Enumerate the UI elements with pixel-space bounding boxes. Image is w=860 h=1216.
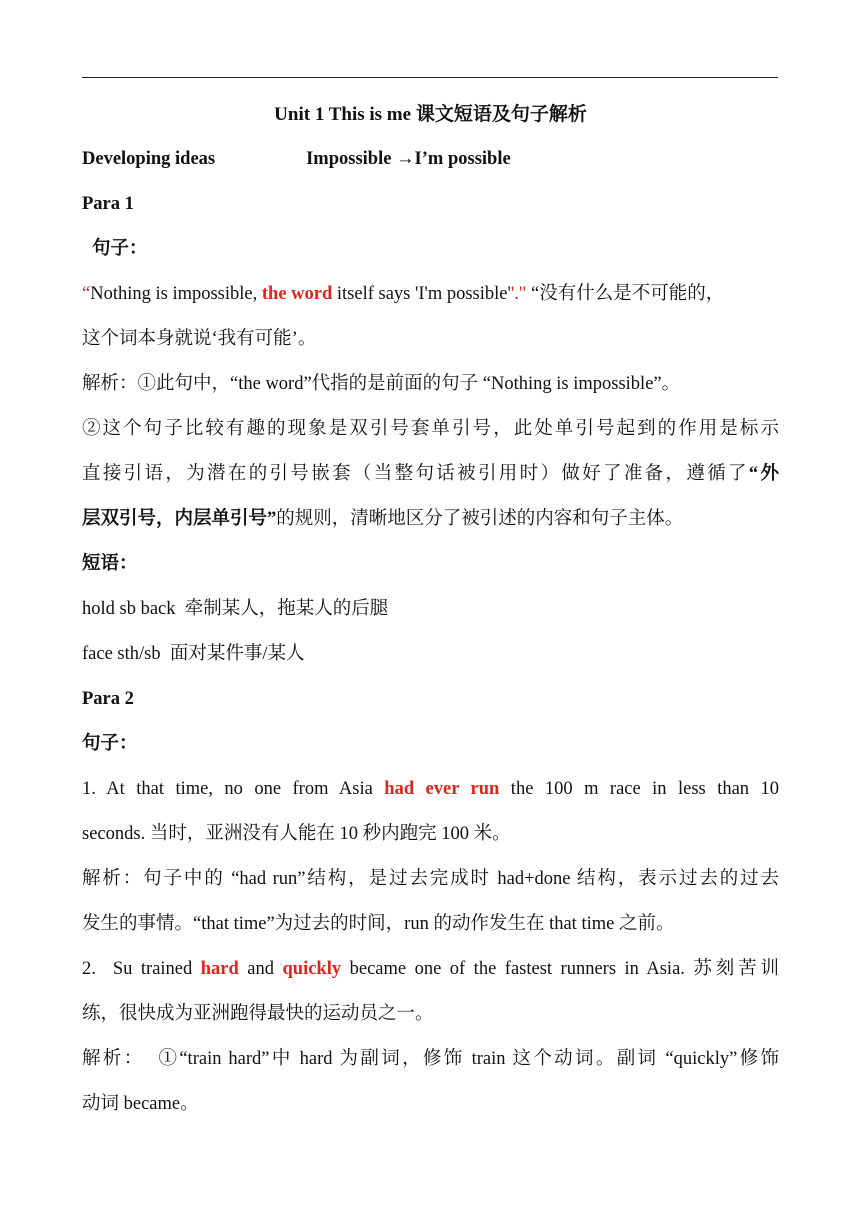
document-body	[82, 92, 779, 1127]
quote-open: “	[82, 284, 91, 304]
phrase-en: face sth/sb	[82, 644, 161, 664]
para2-sentence-1	[82, 767, 779, 812]
analysis-4-bold: 层双引号，内层单引号”	[82, 509, 277, 529]
highlight-the-word: the word	[261, 284, 333, 304]
para2-analysis-1: 解析：句子中的 “had run”结构，是过去完成时 had+done 结构，表示过去的过去	[82, 869, 779, 889]
para2-sentence-2-cont: 练，很快成为亚洲跑得最快的运动员之一。	[82, 1004, 434, 1024]
phrase-cn: 面对某件事/某人	[160, 644, 305, 664]
subheading-right: Impossible →I’m possible	[306, 149, 511, 169]
para2-sentence-2	[82, 947, 779, 992]
para2-analysis-2: 解析： ①“train hard”中 hard 为副词，修饰 train 这个动词。副词 “quickly”修饰	[82, 1049, 779, 1069]
sentence-pre: Nothing is impossible,	[90, 284, 262, 304]
phrase-item	[82, 632, 779, 677]
para2-analysis-2-cont: 动词 became。	[82, 1094, 199, 1114]
analysis-4-text: 的规则，清晰地区分了被引述的内容和句子主体。	[276, 509, 684, 529]
para1-sentence-translation: 这个词本身就说‘我有可能’。	[82, 329, 317, 349]
para1-analysis-1: 解析：①此句中，“the word”代指的是前面的句子 “Nothing is impossible”。	[82, 374, 681, 394]
analysis-3-text: 直接引语，为潜在的引号嵌套（当整句话被引用时）做好了准备，遵循了	[82, 464, 749, 484]
phrase-cn: 牵制某人，拖某人的后腿	[175, 599, 389, 619]
phrase-item	[82, 587, 779, 632]
para1-analysis-4	[82, 497, 779, 542]
para1-sentence	[82, 272, 779, 317]
para2-heading: Para 2	[82, 689, 134, 709]
highlight-quickly: quickly	[282, 959, 342, 979]
s2-b: and	[238, 959, 283, 979]
quote-close-a: '.	[510, 284, 519, 304]
para2-sentence-1-cont: seconds. 当时，亚洲没有人能在 10 秒内跑完 100 米。	[82, 824, 511, 844]
sentence-post: itself says 'I'm possible'	[332, 284, 511, 304]
quote-close-b: "	[518, 284, 527, 304]
page-title: Unit 1 This is me 课文短语及句子解析	[274, 104, 587, 125]
para1-phrases-label: 短语：	[82, 554, 138, 574]
s1-post: the 100 m race in less than 10	[499, 779, 779, 799]
s2-c: became one of the fastest runners in Asia. 苏刻苦训	[341, 959, 779, 979]
subheading-left: Developing ideas	[82, 149, 216, 169]
highlight-hard: hard	[200, 959, 239, 979]
header-rule	[82, 77, 778, 78]
para1-sentence-label: 句子：	[92, 239, 148, 259]
highlight-had-ever-run: had ever run	[384, 779, 500, 799]
sentence-translation-a: “没有什么是不可能的，	[526, 284, 725, 304]
phrase-en: hold sb back	[82, 599, 176, 619]
s1-pre: 1. At that time, no one from Asia	[82, 779, 385, 799]
para1-analysis-2: ②这个句子比较有趣的现象是双引号套单引号，此处单引号起到的作用是标示	[82, 419, 779, 439]
para2-analysis-1-cont: 发生的事情。“that time”为过去的时间，run 的动作发生在 that time 之前。	[82, 914, 675, 934]
s2-a: 2. Su trained	[82, 959, 201, 979]
subheading	[82, 137, 779, 182]
para2-sentence-label: 句子：	[82, 734, 138, 754]
para1-analysis-3	[82, 452, 779, 497]
para1-heading: Para 1	[82, 194, 134, 214]
analysis-3-bold: “外	[748, 464, 779, 484]
